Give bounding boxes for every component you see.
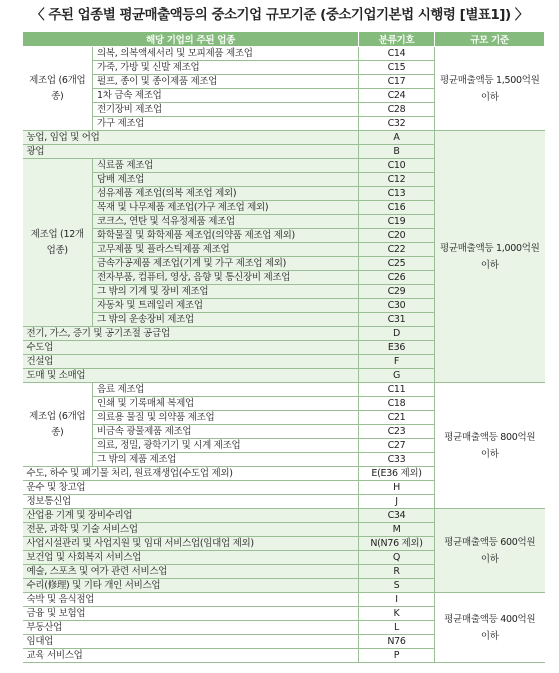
- header-size: 규모 기준: [435, 32, 545, 47]
- classification-code-cell: C32: [359, 117, 435, 131]
- size-standard-cell: 평균매출액등 400억원 이하: [435, 593, 545, 663]
- industry-name-cell: 전기, 가스, 증기 및 공기조절 공급업: [23, 327, 359, 341]
- classification-code-cell: C22: [359, 243, 435, 257]
- classification-code-cell: C17: [359, 75, 435, 89]
- size-standard-cell: 평균매출액등 1,500억원 이하: [435, 47, 545, 131]
- industry-name-cell: 전문, 과학 및 기술 서비스업: [23, 523, 359, 537]
- industry-name-cell: 운수 및 창고업: [23, 481, 359, 495]
- classification-code-cell: D: [359, 327, 435, 341]
- industry-name-cell: 수도업: [23, 341, 359, 355]
- classification-code-cell: C12: [359, 173, 435, 187]
- classification-code-cell: C19: [359, 215, 435, 229]
- classification-code-cell: K: [359, 607, 435, 621]
- industry-name-cell: 광업: [23, 145, 359, 159]
- industry-name-cell: 코크스, 연탄 및 석유정제품 제조업: [93, 215, 359, 229]
- classification-code-cell: J: [359, 495, 435, 509]
- industry-name-cell: 금융 및 보험업: [23, 607, 359, 621]
- industry-name-cell: 수도, 하수 및 폐기물 처리, 원료재생업(수도업 제외): [23, 467, 359, 481]
- classification-code-cell: N76: [359, 635, 435, 649]
- classification-code-cell: G: [359, 369, 435, 383]
- industry-name-cell: 가죽, 가방 및 신발 제조업: [93, 61, 359, 75]
- industry-name-cell: 의복, 의복액세서리 및 모피제품 제조업: [93, 47, 359, 61]
- classification-code-cell: C25: [359, 257, 435, 271]
- classification-code-cell: M: [359, 523, 435, 537]
- classification-code-cell: A: [359, 131, 435, 145]
- industry-group-cell: 제조업 (6개업종): [23, 383, 93, 467]
- table-body: [23, 47, 545, 663]
- industry-name-cell: 의료용 물질 및 의약품 제조업: [93, 411, 359, 425]
- table-row: [23, 383, 545, 397]
- industry-name-cell: 보건업 및 사회복지 서비스업: [23, 551, 359, 565]
- table-row: [23, 47, 545, 61]
- classification-code-cell: E(E36 제외): [359, 467, 435, 481]
- classification-code-cell: C14: [359, 47, 435, 61]
- classification-code-cell: C18: [359, 397, 435, 411]
- industry-name-cell: 고무제품 및 플라스틱제품 제조업: [93, 243, 359, 257]
- industry-name-cell: 1차 금속 제조업: [93, 89, 359, 103]
- industry-name-cell: 그 밖의 제품 제조업: [93, 453, 359, 467]
- industry-name-cell: 인쇄 및 기록매체 복제업: [93, 397, 359, 411]
- classification-code-cell: C26: [359, 271, 435, 285]
- industry-name-cell: 임대업: [23, 635, 359, 649]
- size-standard-cell: 평균매출액등 600억원 이하: [435, 509, 545, 593]
- table-header-row: [23, 32, 545, 47]
- size-standard-table: [22, 31, 545, 663]
- classification-code-cell: C16: [359, 201, 435, 215]
- industry-name-cell: 그 밖의 운송장비 제조업: [93, 313, 359, 327]
- industry-name-cell: 산업용 기계 및 장비수리업: [23, 509, 359, 523]
- classification-code-cell: C13: [359, 187, 435, 201]
- industry-name-cell: 농업, 임업 및 어업: [23, 131, 359, 145]
- page-title: 〈 주된 업종별 평균매출액등의 중소기업 규모기준 (중소기업기본법 시행령 [별표1]) 〉: [31, 7, 528, 23]
- industry-name-cell: 그 밖의 기계 및 장비 제조업: [93, 285, 359, 299]
- industry-name-cell: 금속가공제품 제조업(기계 및 가구 제조업 제외): [93, 257, 359, 271]
- industry-name-cell: 화학물질 및 화학제품 제조업(의약품 제조업 제외): [93, 229, 359, 243]
- industry-name-cell: 숙박 및 음식점업: [23, 593, 359, 607]
- classification-code-cell: C34: [359, 509, 435, 523]
- table-row: [23, 509, 545, 523]
- industry-name-cell: 펄프, 종이 및 종이제품 제조업: [93, 75, 359, 89]
- classification-code-cell: I: [359, 593, 435, 607]
- industry-name-cell: 담배 제조업: [93, 173, 359, 187]
- industry-name-cell: 정보통신업: [23, 495, 359, 509]
- classification-code-cell: C24: [359, 89, 435, 103]
- classification-code-cell: C15: [359, 61, 435, 75]
- classification-code-cell: C30: [359, 299, 435, 313]
- classification-code-cell: N(N76 제외): [359, 537, 435, 551]
- classification-code-cell: C33: [359, 453, 435, 467]
- classification-code-cell: C27: [359, 439, 435, 453]
- industry-name-cell: 목재 및 나무제품 제조업(가구 제조업 제외): [93, 201, 359, 215]
- classification-code-cell: B: [359, 145, 435, 159]
- classification-code-cell: E36: [359, 341, 435, 355]
- industry-name-cell: 음료 제조업: [93, 383, 359, 397]
- classification-code-cell: H: [359, 481, 435, 495]
- classification-code-cell: R: [359, 565, 435, 579]
- classification-code-cell: C20: [359, 229, 435, 243]
- header-code: 분류기호: [359, 32, 435, 47]
- classification-code-cell: C23: [359, 425, 435, 439]
- industry-name-cell: 자동차 및 트레일러 제조업: [93, 299, 359, 313]
- industry-name-cell: 수리(修理) 및 기타 개인 서비스업: [23, 579, 359, 593]
- classification-code-cell: C10: [359, 159, 435, 173]
- industry-name-cell: 비금속 광물제품 제조업: [93, 425, 359, 439]
- industry-name-cell: 교육 서비스업: [23, 649, 359, 663]
- classification-code-cell: C29: [359, 285, 435, 299]
- classification-code-cell: C31: [359, 313, 435, 327]
- industry-name-cell: 가구 제조업: [93, 117, 359, 131]
- industry-group-cell: 제조업 (12개업종): [23, 159, 93, 327]
- size-standard-cell: 평균매출액등 800억원 이하: [435, 383, 545, 509]
- industry-name-cell: 예술, 스포츠 및 여가 관련 서비스업: [23, 565, 359, 579]
- industry-group-cell: 제조업 (6개업종): [23, 47, 93, 131]
- industry-name-cell: 의료, 정밀, 광학기기 및 시계 제조업: [93, 439, 359, 453]
- industry-name-cell: 건설업: [23, 355, 359, 369]
- table-row: [23, 131, 545, 145]
- classification-code-cell: L: [359, 621, 435, 635]
- industry-name-cell: 식료품 제조업: [93, 159, 359, 173]
- industry-name-cell: 전자부품, 컴퓨터, 영상, 음향 및 통신장비 제조업: [93, 271, 359, 285]
- classification-code-cell: F: [359, 355, 435, 369]
- header-industry: 해당 기업의 주된 업종: [23, 32, 359, 47]
- classification-code-cell: C11: [359, 383, 435, 397]
- classification-code-cell: S: [359, 579, 435, 593]
- classification-code-cell: Q: [359, 551, 435, 565]
- table-row: [23, 593, 545, 607]
- industry-name-cell: 섬유제품 제조업(의복 제조업 제외): [93, 187, 359, 201]
- size-standard-cell: 평균매출액등 1,000억원 이하: [435, 131, 545, 383]
- classification-code-cell: P: [359, 649, 435, 663]
- classification-code-cell: C21: [359, 411, 435, 425]
- industry-name-cell: 전기장비 제조업: [93, 103, 359, 117]
- industry-name-cell: 부동산업: [23, 621, 359, 635]
- industry-name-cell: 도매 및 소매업: [23, 369, 359, 383]
- classification-code-cell: C28: [359, 103, 435, 117]
- industry-name-cell: 사업시설관리 및 사업지원 및 임대 서비스업(임대업 제외): [23, 537, 359, 551]
